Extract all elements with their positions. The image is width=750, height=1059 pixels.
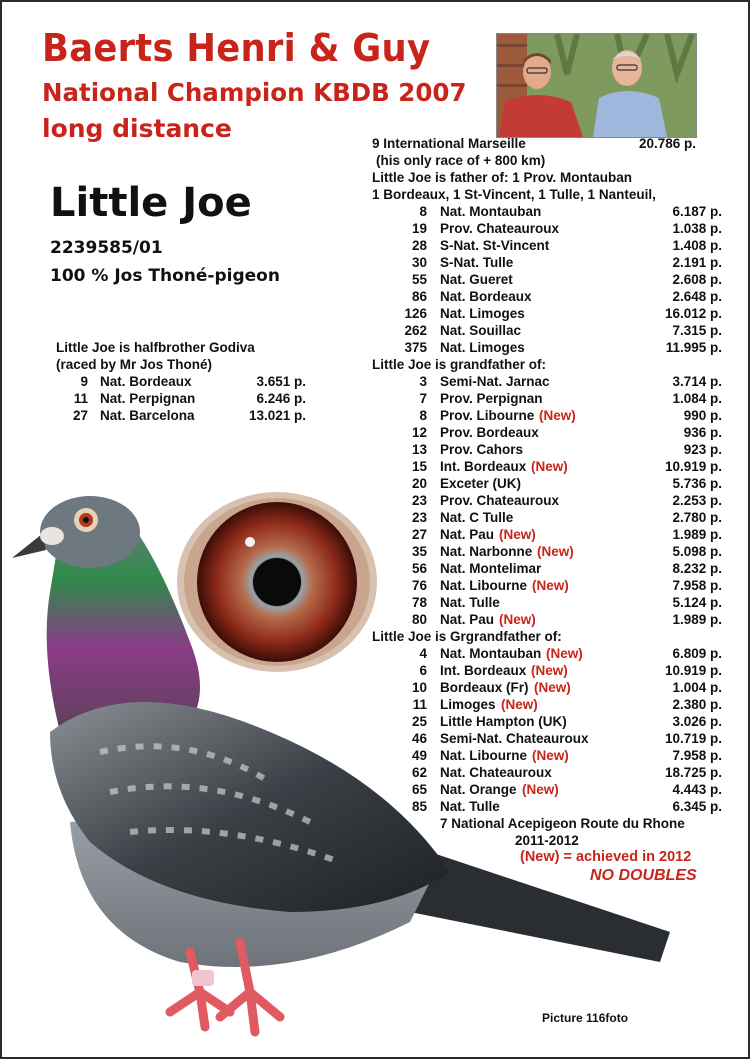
points: 6.345 p. xyxy=(672,799,722,814)
rank: 8 xyxy=(419,204,427,219)
points: 3.714 p. xyxy=(672,374,722,389)
rank: 46 xyxy=(411,731,427,746)
rank: 9 xyxy=(80,374,88,389)
points: 2.191 p. xyxy=(672,255,722,270)
father-heading: Little Joe is father of: 1 Prov. Montauban xyxy=(372,170,633,185)
rank: 11 xyxy=(73,391,88,406)
result-row xyxy=(372,271,722,288)
rank: 85 xyxy=(411,799,427,814)
points: 5.124 p. xyxy=(672,595,722,610)
race: Nat. Tulle xyxy=(440,595,500,610)
rank: 30 xyxy=(411,255,427,270)
race: Nat. Bordeaux xyxy=(100,374,192,389)
rank: 65 xyxy=(411,782,427,797)
race: Nat. Limoges xyxy=(440,340,525,355)
points: 2.253 p. xyxy=(672,493,722,508)
race: S-Nat. St-Vincent xyxy=(440,238,550,253)
race: Nat. Limoges xyxy=(440,306,525,321)
acepigeon-line1: 7 National Acepigeon Route du Rhone xyxy=(440,816,685,831)
rank: 20 xyxy=(411,476,427,491)
grandfather-heading: Little Joe is grandfather of: xyxy=(372,357,547,372)
new-tag: (New) xyxy=(522,782,559,797)
points: 936 p. xyxy=(683,425,722,440)
rank: 4 xyxy=(419,646,427,661)
new-tag: (New) xyxy=(537,544,574,559)
points: 5.736 p. xyxy=(672,476,722,491)
result-row xyxy=(372,220,722,237)
race: Prov. Chateauroux xyxy=(440,493,560,508)
points: 923 p. xyxy=(683,442,722,457)
new-tag: (New) xyxy=(534,680,571,695)
race: Nat. Tulle xyxy=(440,799,500,814)
header-category: long distance xyxy=(42,114,232,143)
header-title: Baerts Henri & Guy xyxy=(42,26,431,70)
race: Prov. Perpignan xyxy=(440,391,543,406)
new-tag: (New) xyxy=(501,697,538,712)
race: Nat. Montelimar xyxy=(440,561,542,576)
result-row xyxy=(372,237,722,254)
points: 2.608 p. xyxy=(672,272,722,287)
race: Semi-Nat. Chateauroux xyxy=(440,731,589,746)
rank: 262 xyxy=(404,323,427,338)
own-top-result xyxy=(372,135,696,152)
rank: 126 xyxy=(404,306,427,321)
rank: 19 xyxy=(411,221,427,236)
rank: 15 xyxy=(411,459,427,474)
new-tag: (New) xyxy=(532,578,569,593)
rank: 27 xyxy=(72,408,88,423)
points: 2.780 p. xyxy=(672,510,722,525)
points: 7.958 p. xyxy=(672,748,722,763)
race: Nat. Montauban xyxy=(440,646,542,661)
race: Little Hampton (UK) xyxy=(440,714,567,729)
race: Nat. Montauban xyxy=(440,204,542,219)
rank: 8 xyxy=(419,408,427,423)
own-top-note: (his only race of + 800 km) xyxy=(376,153,546,168)
result-row xyxy=(372,339,722,356)
result-row xyxy=(372,305,722,322)
points: 1.989 p. xyxy=(672,612,722,627)
points: 1.038 p. xyxy=(672,221,722,236)
result-row xyxy=(372,322,722,339)
points: 3.026 p. xyxy=(672,714,722,729)
rank: 12 xyxy=(411,425,427,440)
rank: 49 xyxy=(411,748,427,763)
race: Nat. Libourne xyxy=(440,578,527,593)
rank: 35 xyxy=(411,544,427,559)
rank: 76 xyxy=(411,578,427,593)
rank: 13 xyxy=(411,442,427,457)
result-row xyxy=(372,458,722,475)
new-tag: (New) xyxy=(531,459,568,474)
photo-credit: Picture 116foto xyxy=(542,1011,629,1025)
points: 4.443 p. xyxy=(672,782,722,797)
own-top-label: 9 International Marseille xyxy=(372,136,526,151)
new-tag: (New) xyxy=(532,748,569,763)
rank: 3 xyxy=(419,374,427,389)
rank: 28 xyxy=(411,238,427,253)
own-top-points: 20.786 p. xyxy=(638,136,696,151)
points: 16.012 p. xyxy=(664,306,722,321)
race: Nat. Pau xyxy=(440,527,495,542)
rank: 11 xyxy=(412,697,427,712)
result-row xyxy=(372,424,722,441)
race: Nat. C Tulle xyxy=(440,510,514,525)
points: 990 p. xyxy=(683,408,722,423)
points: 5.098 p. xyxy=(672,544,722,559)
pigeon-photo xyxy=(10,492,680,1052)
father-heading-cont: 1 Bordeaux, 1 St-Vincent, 1 Tulle, 1 Nanteuil, xyxy=(372,187,656,202)
points: 10.719 p. xyxy=(664,731,722,746)
new-note: (New) = achieved in 2012 xyxy=(520,849,692,865)
pigeon-origin: 100 % Jos Thoné-pigeon xyxy=(50,266,280,286)
new-tag: (New) xyxy=(499,612,536,627)
greatgrandfather-heading: Little Joe is Grgrandfather of: xyxy=(372,629,562,644)
result-row xyxy=(372,390,722,407)
points: 1.084 p. xyxy=(672,391,722,406)
race: Int. Bordeaux xyxy=(440,459,527,474)
race: Nat. Gueret xyxy=(440,272,513,287)
result-row xyxy=(372,373,722,390)
race: Nat. Chateauroux xyxy=(440,765,552,780)
result-row xyxy=(372,254,722,271)
race: Nat. Pau xyxy=(440,612,495,627)
race: Limoges xyxy=(440,697,496,712)
halfbrother-heading: Little Joe is halfbrother Godiva xyxy=(56,340,255,355)
rank: 375 xyxy=(404,340,427,355)
points: 6.246 p. xyxy=(256,391,306,406)
acepigeon-line2: 2011-2012 xyxy=(515,833,579,848)
owners-photo xyxy=(496,33,697,138)
points: 10.919 p. xyxy=(664,663,722,678)
result-row xyxy=(372,203,722,220)
points: 13.021 p. xyxy=(248,408,306,423)
new-tag: (New) xyxy=(546,646,583,661)
race: Semi-Nat. Jarnac xyxy=(440,374,550,389)
points: 18.725 p. xyxy=(664,765,722,780)
race: Prov. Cahors xyxy=(440,442,524,457)
rank: 7 xyxy=(419,391,427,406)
rank: 78 xyxy=(411,595,427,610)
rank: 62 xyxy=(411,765,427,780)
points: 11.995 p. xyxy=(665,340,722,355)
points: 3.651 p. xyxy=(256,374,306,389)
race: S-Nat. Tulle xyxy=(440,255,514,270)
rank: 86 xyxy=(411,289,427,304)
rank: 23 xyxy=(411,493,427,508)
race: Bordeaux (Fr) xyxy=(440,680,529,695)
race: Prov. Libourne xyxy=(440,408,535,423)
race: Nat. Perpignan xyxy=(100,391,196,406)
points: 1.004 p. xyxy=(672,680,722,695)
race: Nat. Libourne xyxy=(440,748,527,763)
rank: 23 xyxy=(411,510,427,525)
rank: 56 xyxy=(411,561,427,576)
pigeon-name: Little Joe xyxy=(50,180,252,226)
points: 6.809 p. xyxy=(672,646,722,661)
race: Nat. Orange xyxy=(440,782,517,797)
new-tag: (New) xyxy=(539,408,576,423)
race: Nat. Bordeaux xyxy=(440,289,532,304)
race: Nat. Souillac xyxy=(440,323,522,338)
rank: 27 xyxy=(411,527,427,542)
race: Prov. Chateauroux xyxy=(440,221,560,236)
rank: 55 xyxy=(411,272,427,287)
rank: 25 xyxy=(411,714,427,729)
ring-number: 2239585/01 xyxy=(50,238,163,258)
rank: 10 xyxy=(411,680,427,695)
points: 2.648 p. xyxy=(672,289,722,304)
points: 7.958 p. xyxy=(672,578,722,593)
race: Prov. Bordeaux xyxy=(440,425,539,440)
points: 10.919 p. xyxy=(664,459,722,474)
race: Int. Bordeaux xyxy=(440,663,527,678)
points: 1.408 p. xyxy=(672,238,722,253)
points: 8.232 p. xyxy=(672,561,722,576)
race: Exceter (UK) xyxy=(440,476,522,491)
no-doubles: NO DOUBLES xyxy=(590,867,697,884)
points: 7.315 p. xyxy=(672,323,722,338)
rank: 6 xyxy=(419,663,427,678)
halfbrother-subheading: (raced by Mr Jos Thoné) xyxy=(56,357,213,372)
header-championship: National Champion KBDB 2007 xyxy=(42,78,467,107)
race: Nat. Barcelona xyxy=(100,408,195,423)
points: 6.187 p. xyxy=(672,204,722,219)
result-row xyxy=(372,441,722,458)
rank: 80 xyxy=(411,612,427,627)
result-row xyxy=(372,407,722,424)
new-tag: (New) xyxy=(531,663,568,678)
points: 2.380 p. xyxy=(672,697,722,712)
race: Nat. Narbonne xyxy=(440,544,533,559)
result-row xyxy=(372,475,722,492)
points: 1.989 p. xyxy=(672,527,722,542)
new-tag: (New) xyxy=(499,527,536,542)
result-row xyxy=(372,288,722,305)
